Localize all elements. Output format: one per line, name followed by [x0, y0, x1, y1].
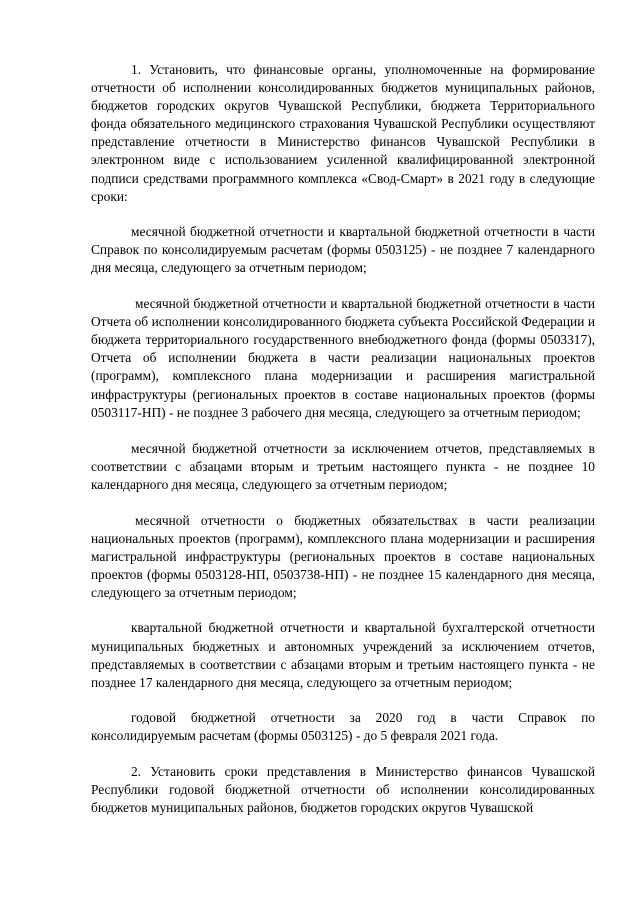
paragraph-1-reporting-obligation: 1. Установить, что финансовые органы, уполномоченные на формирование отчетности об исполнении консолидированных бюджетов муниципальных районов, бюджетов городских округов Чувашской Республики, бюджета Территориального фонда обязательного медицинского страхования Чувашской Республики осуществляют представление отчетности в Министерство финансов Чувашской Республики в электронном виде с использованием усиленной квалифицированной электронной подписи средствами программного комплекса «Свод-Смарт» в 2021 году в следующие сроки: — [91, 62, 595, 204]
paragraph-2-annual-reporting-deadlines: 2. Установить сроки представления в Министерство финансов Чувашской Республики годовой бюджетной отчетности об исполнении консолидированных бюджетов муниципальных районов, бюджетов городских округов Чувашской — [91, 764, 595, 816]
paragraph-national-projects-report-deadline: месячной бюджетной отчетности и квартальной бюджетной отчетности в части Отчета об исполнении консолидированного бюджета субъекта Российской Федерации и бюджета территориального государственного внебюджетного фонда (формы 0503317), Отчета об исполнении бюджета в части реализации национальных проектов (программ), комплексного плана модернизации и расширения магистральной инфраструктуры (региональных проектов в составе национальных проектов (формы 0503117-НП) - не позднее 3 рабочего дня месяца, следующего за отчетным периодом; — [91, 296, 595, 420]
document-page — [91, 61, 595, 817]
paragraph-consolidated-settlements-deadline: месячной бюджетной отчетности и квартальной бюджетной отчетности в части Справок по консолидируемым расчетам (формы 0503125) - не позднее 7 календарного дня месяца, следующего за отчетным периодом; — [91, 223, 595, 275]
paragraph-quarterly-reports-deadline: квартальной бюджетной отчетности и квартальной бухгалтерской отчетности муниципальных бюджетных и автономных учреждений за исключением отчетов, представляемых в соответствии с абзацами вторым и третьим настоящего пункта - не позднее 17 календарного дня месяца, следующего за отчетным периодом; — [91, 620, 595, 690]
paragraph-monthly-other-reports-deadline: месячной бюджетной отчетности за исключением отчетов, представляемых в соответствии с абзацами вторым и третьим настоящего пункта - не позднее 10 календарного дня месяца, следующего за отчетным периодом; — [91, 440, 595, 492]
paragraph-annual-settlements-deadline: годовой бюджетной отчетности за 2020 год в части Справок по консолидируемым расчетам (формы 0503125) - до 5 февраля 2021 года. — [91, 709, 595, 743]
paragraph-budget-obligations-deadline: месячной отчетности о бюджетных обязательствах в части реализации национальных проектов (программ), комплексного плана модернизации и расширения магистральной инфраструктуры (региональных проектов в составе национальных проектов (формы 0503128-НП, 0503738-НП) - не позднее 15 календарного дня месяца, следующего за отчетным периодом; — [91, 512, 595, 601]
